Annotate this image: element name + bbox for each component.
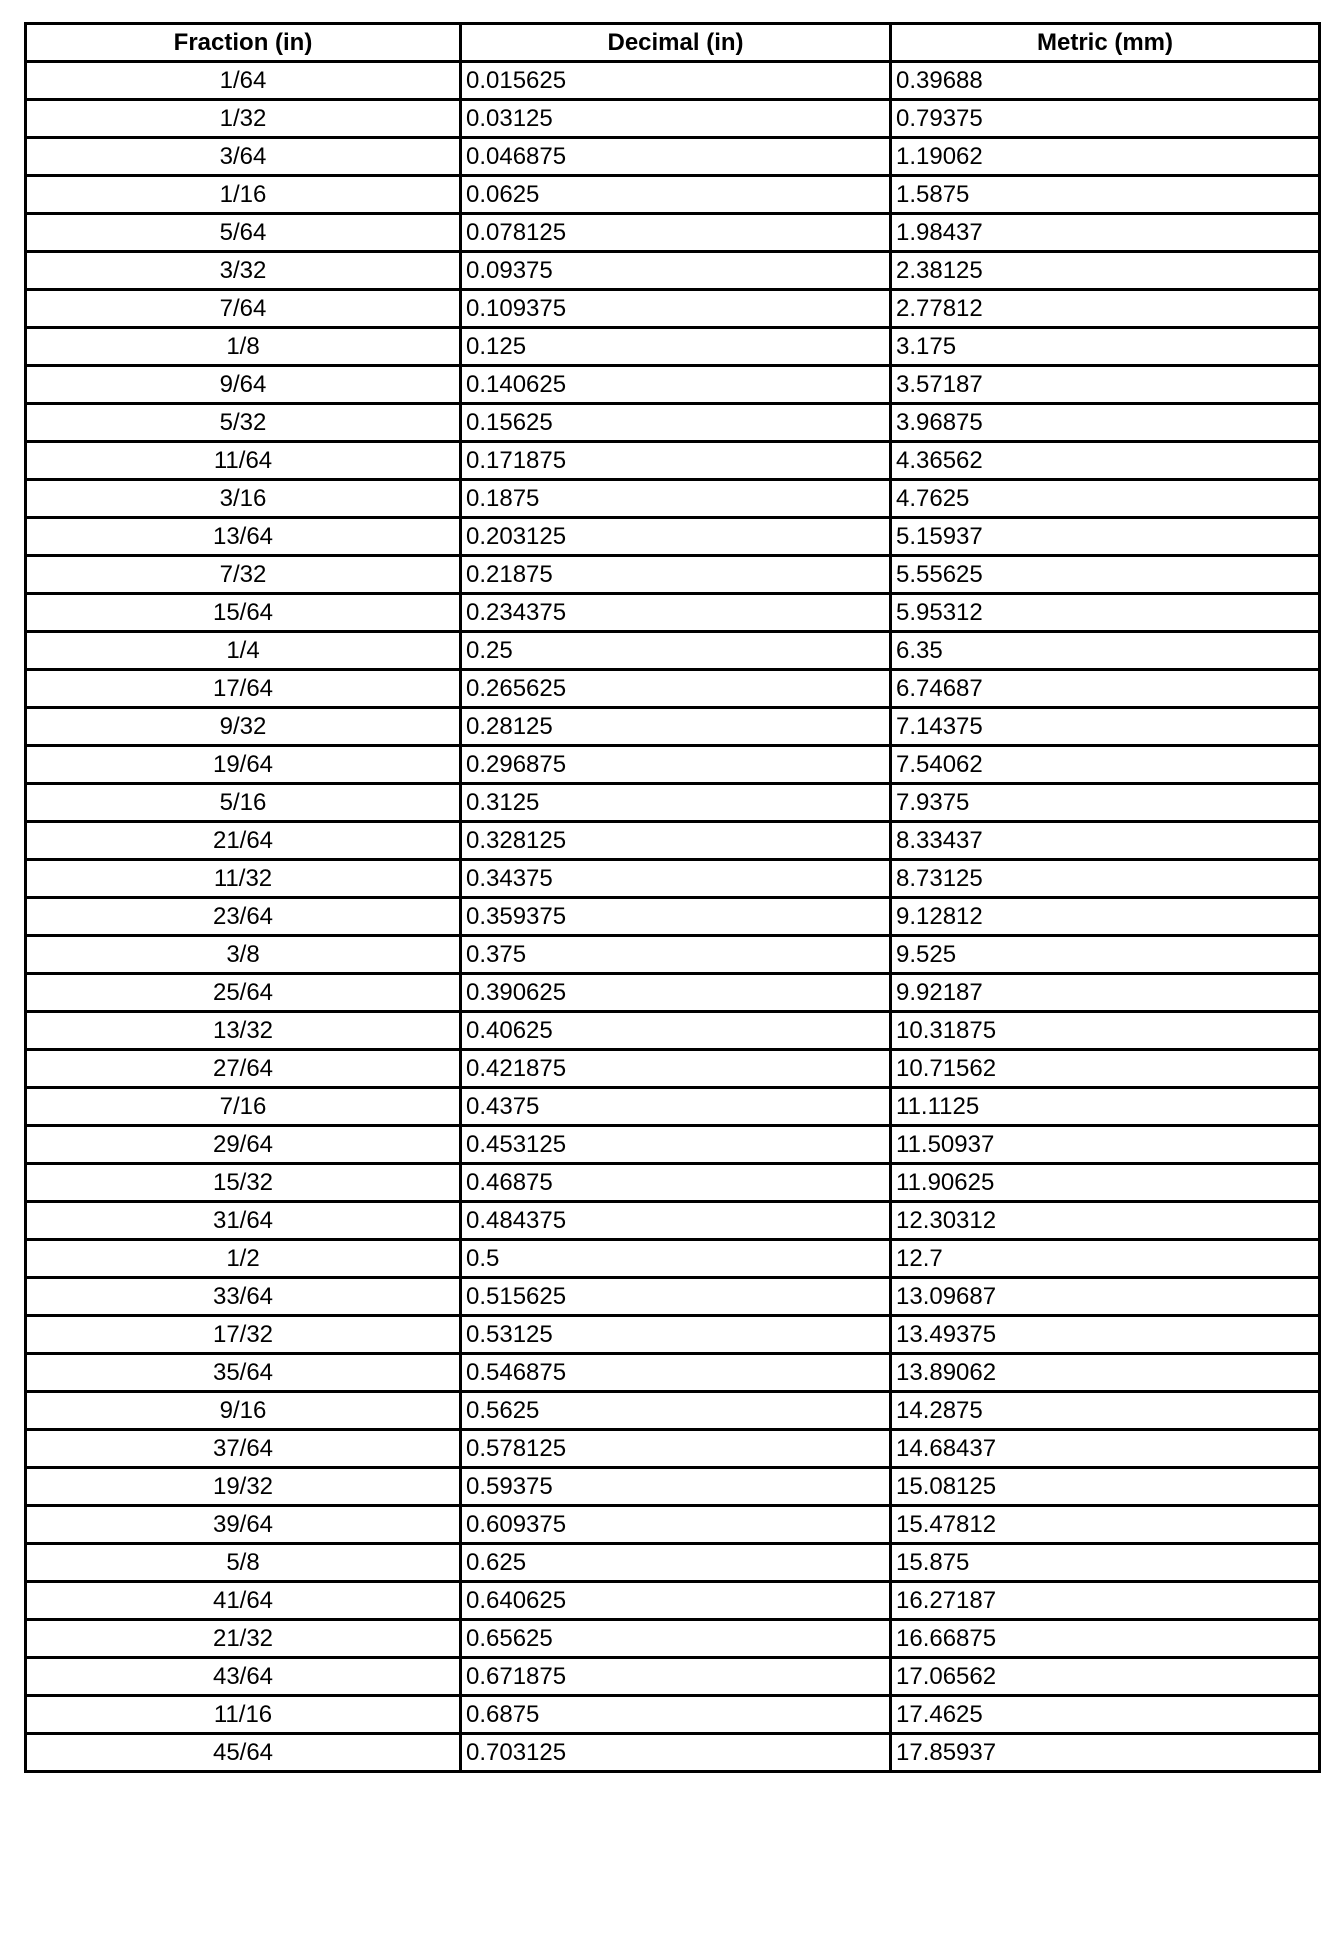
table-row — [26, 100, 1320, 138]
table-row — [26, 1468, 1320, 1506]
table-body — [26, 62, 1320, 1772]
cell-metric: 17.4625 — [891, 1696, 1320, 1734]
table-row — [26, 1354, 1320, 1392]
cell-metric: 7.14375 — [891, 708, 1320, 746]
cell-decimal: 0.109375 — [461, 290, 891, 328]
cell-metric: 16.27187 — [891, 1582, 1320, 1620]
cell-fraction: 1/16 — [26, 176, 461, 214]
cell-metric: 8.33437 — [891, 822, 1320, 860]
cell-metric: 7.9375 — [891, 784, 1320, 822]
table-row — [26, 936, 1320, 974]
cell-metric: 2.77812 — [891, 290, 1320, 328]
table-row — [26, 898, 1320, 936]
cell-metric: 14.2875 — [891, 1392, 1320, 1430]
cell-fraction: 25/64 — [26, 974, 461, 1012]
cell-decimal: 0.34375 — [461, 860, 891, 898]
cell-metric: 7.54062 — [891, 746, 1320, 784]
cell-decimal: 0.515625 — [461, 1278, 891, 1316]
cell-decimal: 0.6875 — [461, 1696, 891, 1734]
cell-fraction: 31/64 — [26, 1202, 461, 1240]
cell-metric: 1.19062 — [891, 138, 1320, 176]
table-row — [26, 404, 1320, 442]
cell-metric: 0.39688 — [891, 62, 1320, 100]
header-fraction: Fraction (in) — [26, 24, 461, 62]
cell-fraction: 35/64 — [26, 1354, 461, 1392]
table-row — [26, 746, 1320, 784]
cell-fraction: 23/64 — [26, 898, 461, 936]
cell-decimal: 0.296875 — [461, 746, 891, 784]
cell-fraction: 1/2 — [26, 1240, 461, 1278]
cell-decimal: 0.21875 — [461, 556, 891, 594]
table-row — [26, 176, 1320, 214]
cell-fraction: 45/64 — [26, 1734, 461, 1772]
cell-metric: 15.875 — [891, 1544, 1320, 1582]
cell-decimal: 0.53125 — [461, 1316, 891, 1354]
cell-metric: 11.1125 — [891, 1088, 1320, 1126]
cell-decimal: 0.28125 — [461, 708, 891, 746]
cell-decimal: 0.375 — [461, 936, 891, 974]
cell-decimal: 0.09375 — [461, 252, 891, 290]
cell-fraction: 5/16 — [26, 784, 461, 822]
cell-decimal: 0.078125 — [461, 214, 891, 252]
table-row — [26, 1696, 1320, 1734]
table-row — [26, 1012, 1320, 1050]
table-row — [26, 328, 1320, 366]
table-row — [26, 974, 1320, 1012]
cell-decimal: 0.265625 — [461, 670, 891, 708]
cell-metric: 5.95312 — [891, 594, 1320, 632]
table-row — [26, 480, 1320, 518]
cell-metric: 12.30312 — [891, 1202, 1320, 1240]
cell-decimal: 0.015625 — [461, 62, 891, 100]
cell-metric: 11.50937 — [891, 1126, 1320, 1164]
cell-decimal: 0.609375 — [461, 1506, 891, 1544]
cell-fraction: 1/4 — [26, 632, 461, 670]
table-row — [26, 252, 1320, 290]
cell-fraction: 1/8 — [26, 328, 461, 366]
cell-metric: 8.73125 — [891, 860, 1320, 898]
cell-fraction: 3/64 — [26, 138, 461, 176]
cell-metric: 13.49375 — [891, 1316, 1320, 1354]
table-row — [26, 632, 1320, 670]
table-row — [26, 822, 1320, 860]
cell-fraction: 15/32 — [26, 1164, 461, 1202]
cell-decimal: 0.421875 — [461, 1050, 891, 1088]
cell-fraction: 21/32 — [26, 1620, 461, 1658]
cell-decimal: 0.484375 — [461, 1202, 891, 1240]
cell-fraction: 33/64 — [26, 1278, 461, 1316]
cell-metric: 10.31875 — [891, 1012, 1320, 1050]
cell-metric: 5.55625 — [891, 556, 1320, 594]
cell-decimal: 0.046875 — [461, 138, 891, 176]
cell-decimal: 0.15625 — [461, 404, 891, 442]
table-row — [26, 1088, 1320, 1126]
cell-metric: 13.89062 — [891, 1354, 1320, 1392]
cell-metric: 13.09687 — [891, 1278, 1320, 1316]
cell-fraction: 41/64 — [26, 1582, 461, 1620]
cell-decimal: 0.5 — [461, 1240, 891, 1278]
cell-decimal: 0.703125 — [461, 1734, 891, 1772]
cell-decimal: 0.3125 — [461, 784, 891, 822]
header-decimal: Decimal (in) — [461, 24, 891, 62]
cell-fraction: 13/64 — [26, 518, 461, 556]
table-row — [26, 1392, 1320, 1430]
cell-fraction: 9/16 — [26, 1392, 461, 1430]
cell-fraction: 17/32 — [26, 1316, 461, 1354]
cell-decimal: 0.359375 — [461, 898, 891, 936]
table-row — [26, 1050, 1320, 1088]
cell-decimal: 0.5625 — [461, 1392, 891, 1430]
cell-decimal: 0.65625 — [461, 1620, 891, 1658]
table-row — [26, 1430, 1320, 1468]
table-row — [26, 1316, 1320, 1354]
cell-fraction: 37/64 — [26, 1430, 461, 1468]
cell-decimal: 0.59375 — [461, 1468, 891, 1506]
cell-decimal: 0.640625 — [461, 1582, 891, 1620]
table-row — [26, 594, 1320, 632]
cell-fraction: 1/64 — [26, 62, 461, 100]
cell-fraction: 19/64 — [26, 746, 461, 784]
table-row — [26, 1544, 1320, 1582]
table-row — [26, 1506, 1320, 1544]
cell-decimal: 0.40625 — [461, 1012, 891, 1050]
cell-fraction: 7/16 — [26, 1088, 461, 1126]
cell-metric: 9.12812 — [891, 898, 1320, 936]
cell-decimal: 0.125 — [461, 328, 891, 366]
cell-metric: 3.175 — [891, 328, 1320, 366]
cell-decimal: 0.171875 — [461, 442, 891, 480]
cell-metric: 3.57187 — [891, 366, 1320, 404]
cell-decimal: 0.625 — [461, 1544, 891, 1582]
cell-metric: 17.85937 — [891, 1734, 1320, 1772]
conversion-table — [24, 22, 1321, 1773]
cell-metric: 0.79375 — [891, 100, 1320, 138]
header-metric: Metric (mm) — [891, 24, 1320, 62]
table-row — [26, 1126, 1320, 1164]
table-row — [26, 442, 1320, 480]
cell-decimal: 0.140625 — [461, 366, 891, 404]
table-row — [26, 1734, 1320, 1772]
cell-decimal: 0.671875 — [461, 1658, 891, 1696]
cell-fraction: 9/64 — [26, 366, 461, 404]
cell-fraction: 11/64 — [26, 442, 461, 480]
table-row — [26, 1620, 1320, 1658]
cell-metric: 15.47812 — [891, 1506, 1320, 1544]
cell-fraction: 5/32 — [26, 404, 461, 442]
cell-fraction: 1/32 — [26, 100, 461, 138]
cell-fraction: 11/32 — [26, 860, 461, 898]
cell-metric: 9.92187 — [891, 974, 1320, 1012]
table-header-row — [26, 24, 1320, 62]
cell-metric: 17.06562 — [891, 1658, 1320, 1696]
cell-metric: 12.7 — [891, 1240, 1320, 1278]
cell-decimal: 0.46875 — [461, 1164, 891, 1202]
cell-fraction: 7/32 — [26, 556, 461, 594]
cell-decimal: 0.578125 — [461, 1430, 891, 1468]
cell-metric: 6.35 — [891, 632, 1320, 670]
cell-metric: 3.96875 — [891, 404, 1320, 442]
table-row — [26, 1658, 1320, 1696]
cell-fraction: 7/64 — [26, 290, 461, 328]
cell-fraction: 43/64 — [26, 1658, 461, 1696]
cell-fraction: 3/16 — [26, 480, 461, 518]
cell-metric: 11.90625 — [891, 1164, 1320, 1202]
cell-decimal: 0.1875 — [461, 480, 891, 518]
cell-metric: 5.15937 — [891, 518, 1320, 556]
cell-metric: 10.71562 — [891, 1050, 1320, 1088]
cell-fraction: 5/64 — [26, 214, 461, 252]
table-row — [26, 518, 1320, 556]
table-row — [26, 556, 1320, 594]
table-row — [26, 670, 1320, 708]
table-row — [26, 1202, 1320, 1240]
cell-decimal: 0.234375 — [461, 594, 891, 632]
cell-decimal: 0.25 — [461, 632, 891, 670]
cell-fraction: 19/32 — [26, 1468, 461, 1506]
cell-metric: 6.74687 — [891, 670, 1320, 708]
cell-metric: 1.5875 — [891, 176, 1320, 214]
cell-decimal: 0.453125 — [461, 1126, 891, 1164]
cell-metric: 16.66875 — [891, 1620, 1320, 1658]
cell-fraction: 13/32 — [26, 1012, 461, 1050]
cell-metric: 4.36562 — [891, 442, 1320, 480]
table-row — [26, 1240, 1320, 1278]
cell-fraction: 9/32 — [26, 708, 461, 746]
cell-decimal: 0.4375 — [461, 1088, 891, 1126]
table-row — [26, 138, 1320, 176]
table-row — [26, 62, 1320, 100]
cell-fraction: 3/32 — [26, 252, 461, 290]
table-row — [26, 1164, 1320, 1202]
table-row — [26, 290, 1320, 328]
cell-fraction: 11/16 — [26, 1696, 461, 1734]
cell-fraction: 21/64 — [26, 822, 461, 860]
cell-metric: 4.7625 — [891, 480, 1320, 518]
table-row — [26, 1278, 1320, 1316]
cell-decimal: 0.0625 — [461, 176, 891, 214]
table-row — [26, 214, 1320, 252]
cell-fraction: 3/8 — [26, 936, 461, 974]
cell-metric: 1.98437 — [891, 214, 1320, 252]
cell-fraction: 17/64 — [26, 670, 461, 708]
cell-fraction: 29/64 — [26, 1126, 461, 1164]
cell-fraction: 5/8 — [26, 1544, 461, 1582]
cell-decimal: 0.390625 — [461, 974, 891, 1012]
cell-decimal: 0.328125 — [461, 822, 891, 860]
cell-metric: 9.525 — [891, 936, 1320, 974]
table-row — [26, 784, 1320, 822]
cell-metric: 15.08125 — [891, 1468, 1320, 1506]
cell-fraction: 15/64 — [26, 594, 461, 632]
table-row — [26, 860, 1320, 898]
table-row — [26, 1582, 1320, 1620]
cell-metric: 14.68437 — [891, 1430, 1320, 1468]
table-row — [26, 366, 1320, 404]
cell-decimal: 0.546875 — [461, 1354, 891, 1392]
cell-fraction: 39/64 — [26, 1506, 461, 1544]
table-row — [26, 708, 1320, 746]
cell-fraction: 27/64 — [26, 1050, 461, 1088]
cell-decimal: 0.203125 — [461, 518, 891, 556]
cell-decimal: 0.03125 — [461, 100, 891, 138]
cell-metric: 2.38125 — [891, 252, 1320, 290]
